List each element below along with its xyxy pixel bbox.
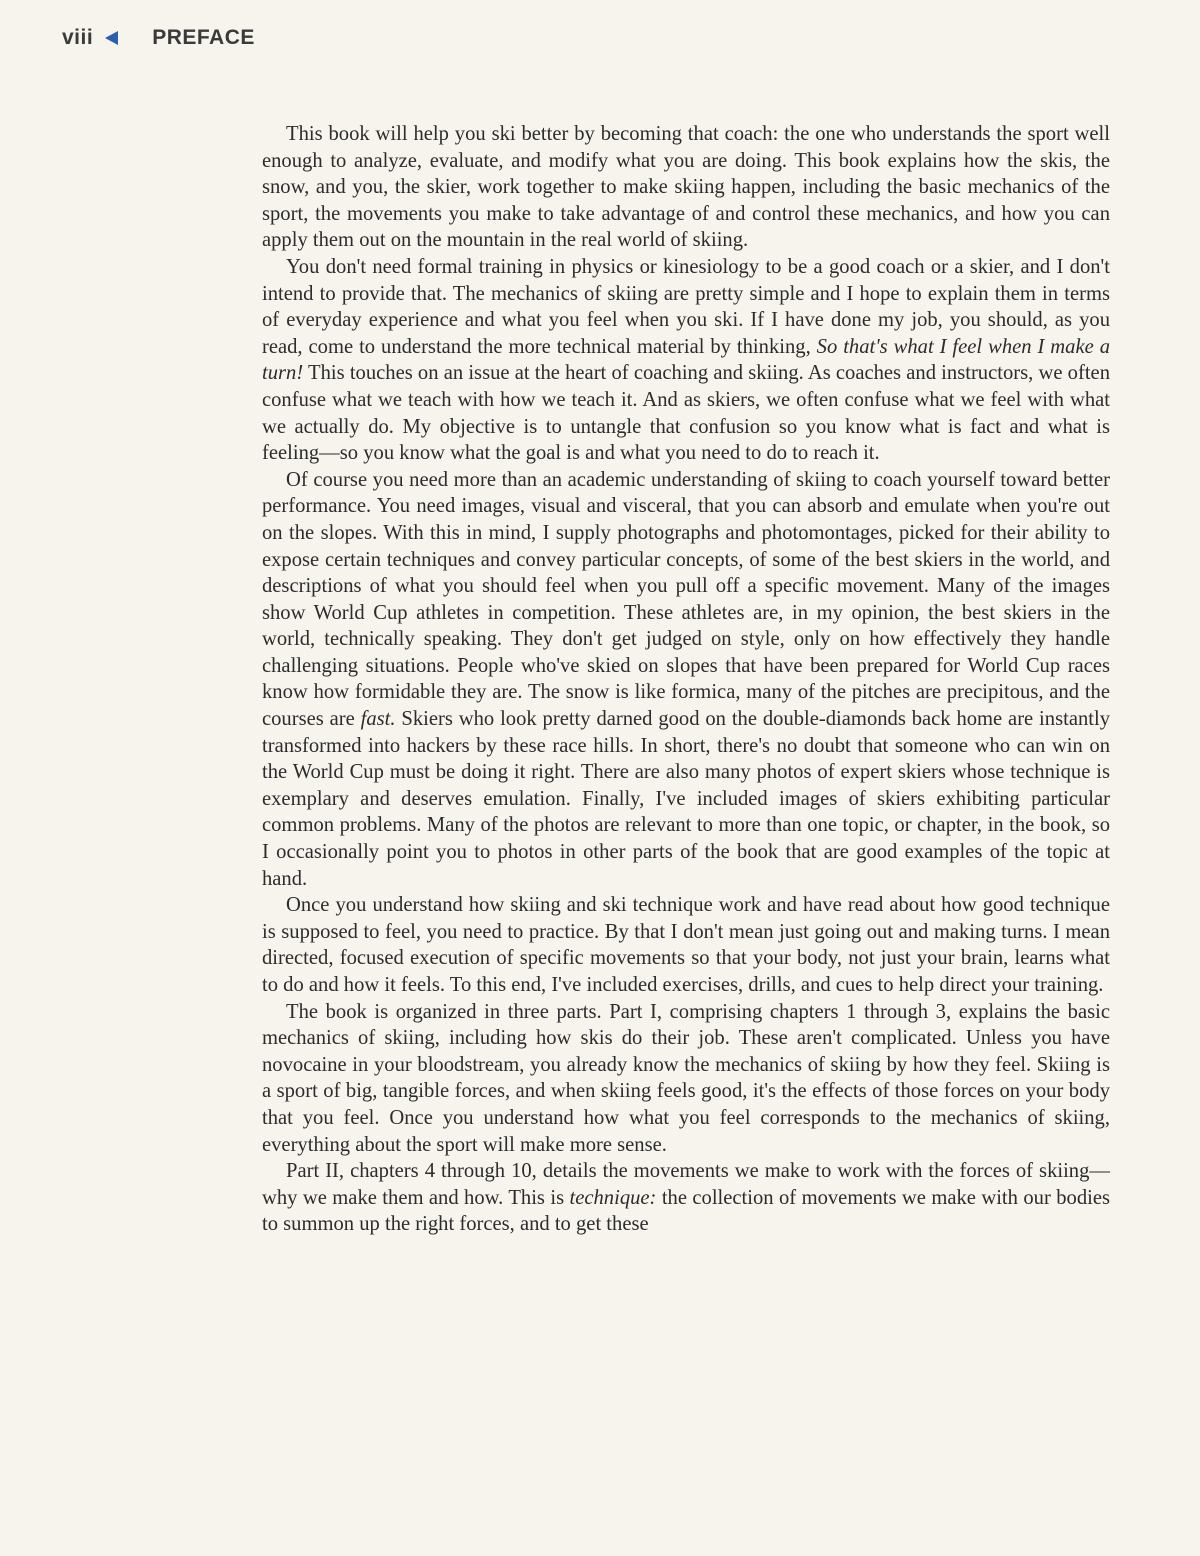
italic-phrase: fast. [360, 708, 396, 731]
paragraph-3: Of course you need more than an academic understanding of skiing to coach yourself toward better performance. You need images, visual and visceral, that you can absorb and emulate when you're out on the slopes. With this in mind, I supply photographs and photomontages, picked for their ability to expose certain techniques and convey particular concepts, of some of the best skiers in the world, and descriptions of what you should feel when you pull off a specific movement. Many of the images show World Cup athletes in competition. These athletes are, in my opinion, the best skiers in the world, technically speaking. They don't get judged on style, only on how effectively they handle challenging situations. People who've skied on slopes that have been prepared for World Cup races know how formidable they are. The snow is like formica, many of the pitches are precipitous, and the courses are fast. Skiers who look pretty darned good on the double-diamonds back home are instantly transformed into hackers by these race hills. In short, there's no doubt that someone who can win on the World Cup must be doing it right. There are also many photos of expert skiers whose technique is exemplary and deserves emulation. Finally, I've included images of skiers exhibiting particular common problems. Many of the photos are relevant to more than one topic, or chapter, in the book, so I occasionally point you to photos in other parts of the book that are good examples of the topic at hand. [262, 468, 1110, 890]
paragraph-5: The book is organized in three parts. Part I, comprising chapters 1 through 3, explains the basic mechanics of skiing, including how skis do their job. These aren't complicated. Unless you have novocaine in your bloodstream, you already know the mechanics of skiing by how they feel. Skiing is a sport of big, tangible forces, and when skiing feels good, it's the effects of those forces on your body that you feel. Once you understand how what you feel corresponds to the mechanics of skiing, everything about the sport will make more sense. [262, 1000, 1110, 1156]
section-title: PREFACE [152, 26, 255, 49]
paragraph-1: This book will help you ski better by becoming that coach: the one who understands the sport well enough to analyze, evaluate, and modify what you are doing. This book explains how the skis, the snow, and you, the skier, work together to make skiing happen, including the basic mechanics of the sport, the movements you make to take advantage of and control these mechanics, and how you can apply them out on the mountain in the real world of skiing. [262, 123, 1110, 252]
paragraph-2: You don't need formal training in physics or kinesiology to be a good coach or a skier, and I don't intend to provide that. The mechanics of skiing are pretty simple and I hope to explain them in terms of everyday experience and what you feel when you ski. If I have done my job, you should, as you read, come to understand the more technical material by thinking, So that's what I feel when I make a turn! This touches on an issue at the heart of coaching and skiing. As coaches and instructors, we often confuse what we teach with how we teach it. And as skiers, we often confuse what we feel with what we actually do. My objective is to untangle that confusion so you know what is fact and what is feeling—so you know what the goal is and what you need to do to reach it. [262, 255, 1110, 465]
body-text [262, 121, 1110, 1238]
italic-phrase: technique: [569, 1186, 657, 1209]
paragraph-4: Once you understand how skiing and ski technique work and have read about how good technique is supposed to feel, you need to practice. By that I don't mean just going out and making turns. I mean directed, focused execution of specific movements so that your body, not just your brain, learns what to do and how it feels. To this end, I've included exercises, drills, and cues to help direct your training. [262, 894, 1110, 996]
left-arrow-icon [105, 31, 118, 45]
paragraph-6: Part II, chapters 4 through 10, details the movements we make to work with the forces of skiing—why we make them and how. This is technique: the collection of movements we make with our bodies to summon up the right forces, and to get these [262, 1160, 1110, 1236]
page-number: viii [62, 26, 94, 49]
italic-phrase: So that's what I feel when I make a turn! [262, 335, 1110, 385]
running-head [62, 26, 255, 50]
